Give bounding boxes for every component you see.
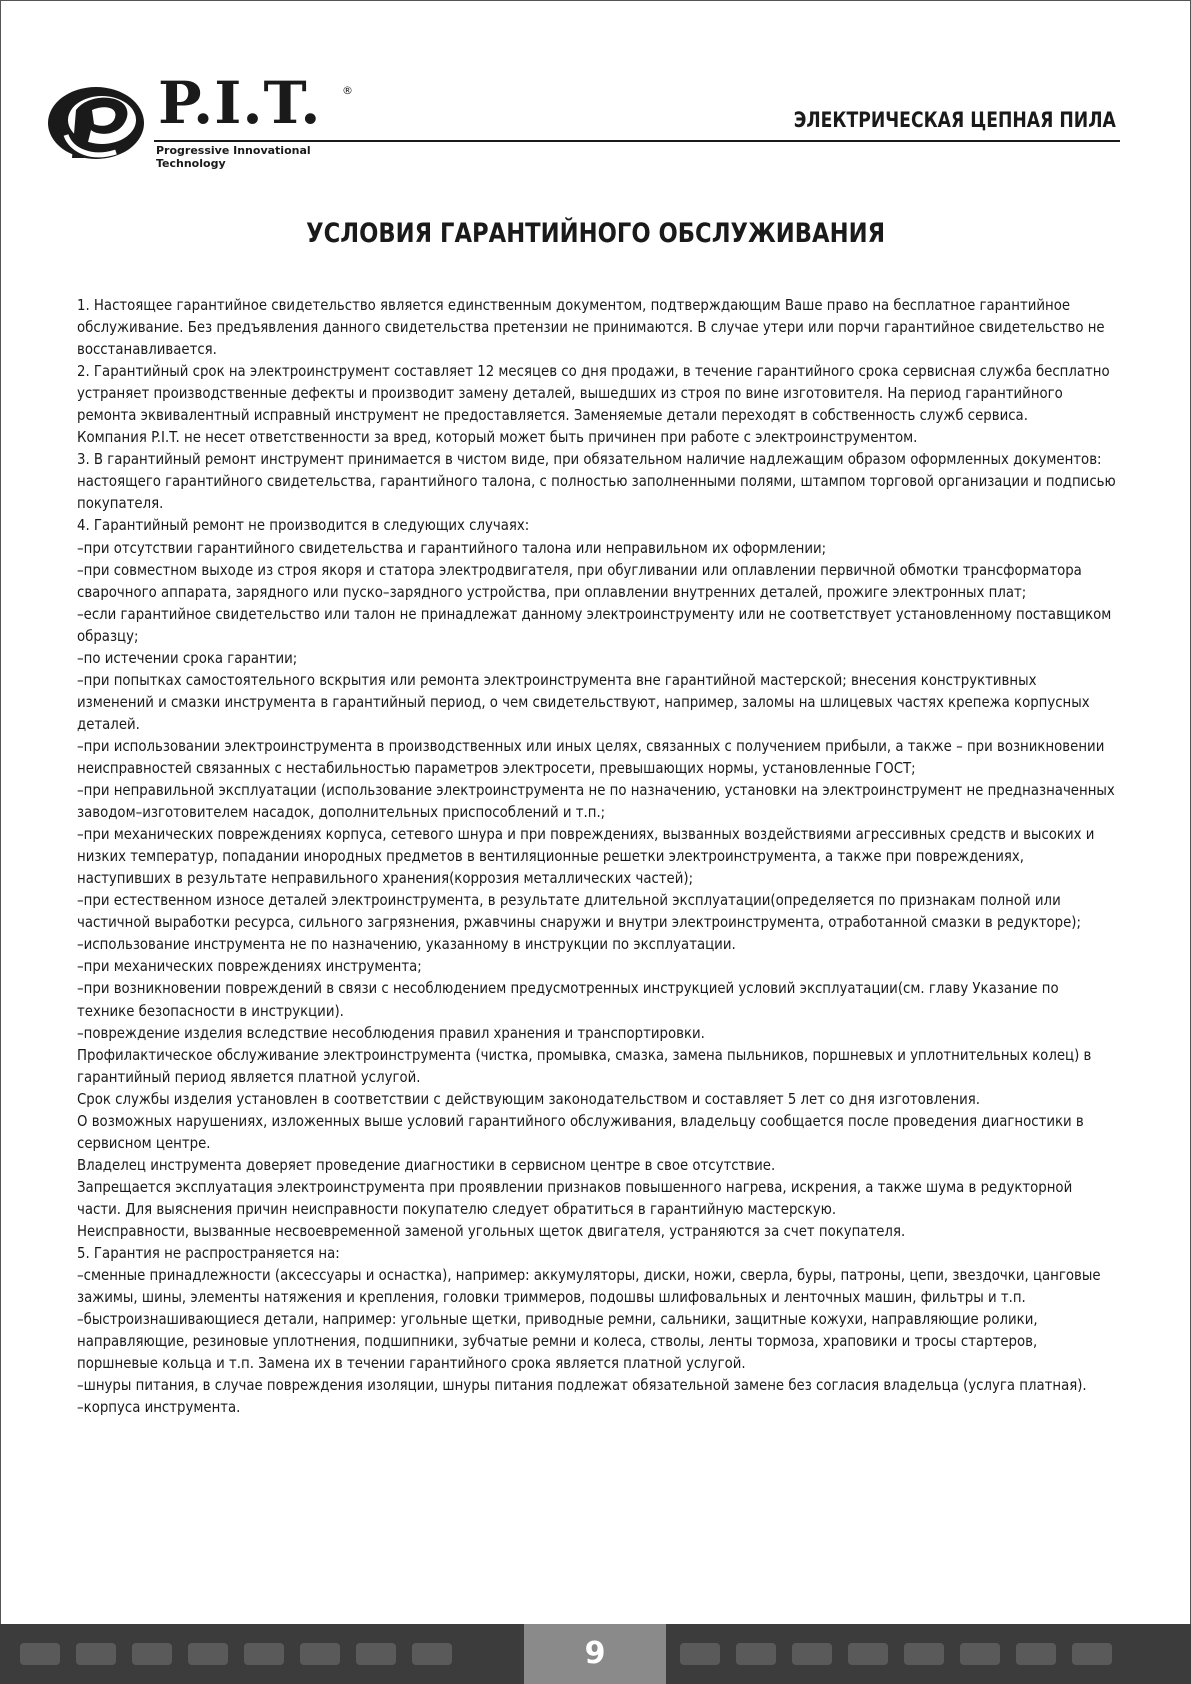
tool-silhouette-icon bbox=[356, 1643, 396, 1665]
document-title bbox=[0, 218, 1191, 249]
warranty-paragraph: 5. Гарантия не распространяется на: bbox=[77, 1245, 340, 1263]
warranty-paragraph: –при попытках самостоятельного вскрытия или ремонта электроинструмента вне гарантийной мастерской; внесения конструктивных изменений и смазки инструмента в гарантийный период, о чем свидетельствуют, например, заломы на шлицевых частях крепежа корпусных деталей. bbox=[77, 671, 1090, 733]
brand-slogan: Progressive Innovational Technology bbox=[156, 144, 311, 170]
warranty-paragraph: –при механических повреждениях инструмента; bbox=[77, 958, 422, 976]
footer-tool-icons-right bbox=[680, 1624, 1112, 1684]
warranty-paragraph: –сменные принадлежности (аксессуары и оснастка), например: аккумуляторы, диски, ножи, сверла, буры, патроны, цепи, звездочки, цанговые зажимы, шины, элементы натяжения и крепления, головки триммеров, подошвы шлифовальных и ленточных машин, фильтры и т.п. bbox=[77, 1267, 1101, 1307]
tool-silhouette-icon bbox=[1016, 1643, 1056, 1665]
warranty-paragraph: 4. Гарантийный ремонт не производится в следующих случаях: bbox=[77, 517, 530, 535]
warranty-paragraph: –повреждение изделия вследствие несоблюдения правил хранения и транспортировки. bbox=[77, 1024, 705, 1042]
warranty-paragraph: –корпуса инструмента. bbox=[77, 1399, 241, 1417]
product-title: ЭЛЕКТРИЧЕСКАЯ ЦЕПНАЯ ПИЛА bbox=[793, 108, 1116, 132]
tool-silhouette-icon bbox=[300, 1643, 340, 1665]
warranty-paragraph: –использование инструмента не по назначению, указанному в инструкции по эксплуатации. bbox=[77, 936, 736, 954]
header-divider bbox=[154, 140, 1120, 142]
warranty-paragraph: –при использовании электроинструмента в производственных или иных целях, связанных с получением прибыли, а также – при возникновении неисправностей связанных с нестабильностью параметров электросети, превышающих нормы, установленные ГОСТ; bbox=[77, 737, 1105, 777]
tool-silhouette-icon bbox=[792, 1643, 832, 1665]
warranty-paragraph: Запрещается эксплуатация электроинструмента при проявлении признаков повышенного нагрева, искрения, а также шума в редукторной части. Для выяснения причин неисправности покупателю следует обратиться в гарантийную мастерскую. bbox=[77, 1178, 1073, 1218]
pit-logo bbox=[46, 69, 366, 170]
warranty-paragraph: 2. Гарантийный срок на электроинструмент составляет 12 месяцев со дня продажи, в течение гарантийного срока сервисная служба бесплатно устраняет производственные дефекты и производит замену деталей, вышедших из строя по вине изготовителя. На период гарантийного ремонта эквивалентный исправный инструмент не предоставляется. Заменяемые детали переходят в собственность служб сервиса. bbox=[77, 363, 1110, 425]
warranty-paragraph: –по истечении срока гарантии; bbox=[77, 649, 298, 667]
tool-silhouette-icon bbox=[412, 1643, 452, 1665]
warranty-paragraph: 1. Настоящее гарантийное свидетельство является единственным документом, подтверждающим Ваше право на бесплатное гарантийное обслуживание. Без предъявления данного свидетельства претензии не принимаются. В случае утери или порчи гарантийное свидетельство не восстанавливается. bbox=[77, 297, 1105, 359]
registered-mark: ® bbox=[342, 84, 353, 97]
warranty-paragraph: –при возникновении повреждений в связи с несоблюдением предусмотренных инструкцией условий эксплуатации(см. главу Указание по технике безопасности в инструкции). bbox=[77, 980, 1059, 1020]
tool-silhouette-icon bbox=[76, 1643, 116, 1665]
tool-silhouette-icon bbox=[1072, 1643, 1112, 1665]
brand-name: P.I.T. bbox=[158, 69, 322, 137]
document-title-text: УСЛОВИЯ ГАРАНТИЙНОГО ОБСЛУЖИВАНИЯ bbox=[306, 218, 885, 249]
tool-silhouette-icon bbox=[20, 1643, 60, 1665]
warranty-conditions-body bbox=[77, 295, 1117, 1419]
tool-silhouette-icon bbox=[960, 1643, 1000, 1665]
warranty-paragraph: Владелец инструмента доверяет проведение диагностики в сервисном центре в свое отсутствие. bbox=[77, 1156, 776, 1174]
warranty-paragraph: –при неправильной эксплуатации (использование электроинструмента не по назначению, установки на электроинструмент не предназначенных заводом–изготовителем насадок, дополнительных приспособлений и т.п.; bbox=[77, 782, 1115, 822]
warranty-paragraph: –при естественном износе деталей электроинструмента, в результате длительной эксплуатации(определяется по признакам полной или частичной выработки ресурса, сильного загрязнения, ржавчины снаружи и внутри электроинструмента, отработанной смазки в редукторе); bbox=[77, 892, 1081, 932]
warranty-paragraph: –быстроизнашивающиеся детали, например: угольные щетки, приводные ремни, сальники, защитные кожухи, направляющие ролики, направляющие, резиновые уплотнения, подшипники, зубчатые ремни и колеса, стволы, ленты тормоза, храповики и тросы стартеров, поршневые кольца и т.п. Замена их в течении гарантийного срока является платной услугой. bbox=[77, 1311, 1038, 1373]
warranty-paragraph: –если гарантийное свидетельство или талон не принадлежат данному электроинструменту или не соответствует установленному поставщиком образцу; bbox=[77, 605, 1112, 645]
warranty-paragraph: –при совместном выходе из строя якоря и статора электродвигателя, при обугливании или оплавлении первичной обмотки трансформатора сварочного аппарата, зарядного или пуско–зарядного устройства, при оплавлении внутренних деталей, прожиге электронных плат; bbox=[77, 561, 1082, 601]
tool-silhouette-icon bbox=[132, 1643, 172, 1665]
tool-silhouette-icon bbox=[680, 1643, 720, 1665]
tool-silhouette-icon bbox=[848, 1643, 888, 1665]
tool-silhouette-icon bbox=[736, 1643, 776, 1665]
warranty-paragraph: Компания P.I.T. не несет ответственности за вред, который может быть причинен при работе с электроинструментом. bbox=[77, 429, 918, 447]
page-number: 9 bbox=[524, 1624, 666, 1684]
warranty-paragraph: –шнуры питания, в случае повреждения изоляции, шнуры питания подлежат обязательной замене без согласия владельца (услуга платная). bbox=[77, 1377, 1087, 1395]
tool-silhouette-icon bbox=[188, 1643, 228, 1665]
pit-logo-icon bbox=[46, 80, 156, 170]
warranty-paragraph: Профилактическое обслуживание электроинструмента (чистка, промывка, смазка, замена пыльников, поршневых и уплотнительных колец) в гарантийный период является платной услугой. bbox=[77, 1046, 1092, 1086]
footer-tool-icons-left bbox=[20, 1624, 452, 1684]
warranty-paragraph: –при механических повреждениях корпуса, сетевого шнура и при повреждениях, вызванных воздействиями агрессивных средств и высоких и низких температур, попадании инородных предметов в вентиляционные решетки электроинструмента, а также при повреждениях, наступивших в результате неправильного хранения(коррозия металлических частей); bbox=[77, 826, 1095, 888]
warranty-paragraph: О возможных нарушениях, изложенных выше условий гарантийного обслуживания, владельцу сообщается после проведения диагностики в сервисном центре. bbox=[77, 1112, 1084, 1152]
tool-silhouette-icon bbox=[244, 1643, 284, 1665]
warranty-paragraph: –при отсутствии гарантийного свидетельства и гарантийного талона или неправильном их оформлении; bbox=[77, 539, 827, 557]
warranty-paragraph: Неисправности, вызванные несвоевременной заменой угольных щеток двигателя, устраняются за счет покупателя. bbox=[77, 1222, 906, 1240]
warranty-paragraph: Срок службы изделия установлен в соответствии с действующим законодательством и составляет 5 лет со дня изготовления. bbox=[77, 1090, 980, 1108]
warranty-paragraph: 3. В гарантийный ремонт инструмент принимается в чистом виде, при обязательном наличие надлежащим образом оформленных документов: настоящего гарантийного свидетельства, гарантийного талона, с полностью заполненными полями, штампом торговой организации и подписью покупателя. bbox=[77, 451, 1116, 513]
tool-silhouette-icon bbox=[904, 1643, 944, 1665]
